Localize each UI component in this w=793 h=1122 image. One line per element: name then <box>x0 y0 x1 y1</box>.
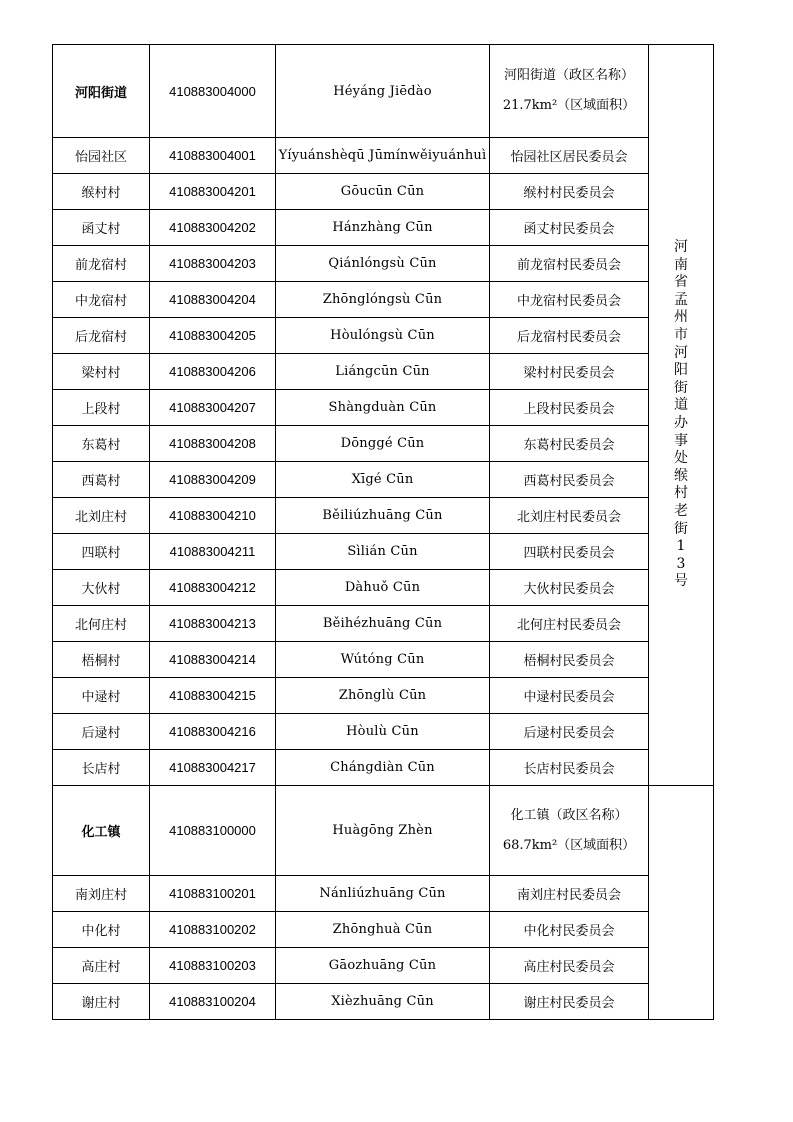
village-name: 高庄村 <box>53 948 150 984</box>
village-pinyin: Hòulóngsù Cūn <box>276 318 490 354</box>
table-row <box>53 246 714 282</box>
division-type-label: 化工镇（政区名称） <box>510 807 628 823</box>
village-pinyin: Xīgé Cūn <box>276 462 490 498</box>
village-code: 410883100202 <box>150 912 276 948</box>
table-row <box>53 534 714 570</box>
division-area-label: 68.7km²（区域面积） <box>502 837 636 853</box>
table-row <box>53 750 714 786</box>
table-row <box>53 984 714 1020</box>
village-code: 410883004214 <box>150 642 276 678</box>
division-name: 化工镇 <box>53 786 150 876</box>
village-code: 410883004208 <box>150 426 276 462</box>
village-committee: 后逯村民委员会 <box>490 714 649 750</box>
village-pinyin: Yíyuánshèqū Jūmínwěiyuánhuì <box>276 138 490 174</box>
village-code: 410883100204 <box>150 984 276 1020</box>
village-pinyin: Sìlián Cūn <box>276 534 490 570</box>
table-row <box>53 678 714 714</box>
village-pinyin: Shàngduàn Cūn <box>276 390 490 426</box>
village-committee: 北刘庄村民委员会 <box>490 498 649 534</box>
village-committee: 谢庄村民委员会 <box>490 984 649 1020</box>
division-header-row <box>53 786 714 876</box>
village-pinyin: Zhōnglù Cūn <box>276 678 490 714</box>
village-committee: 中龙宿村民委员会 <box>490 282 649 318</box>
table-row <box>53 426 714 462</box>
village-name: 梧桐村 <box>53 642 150 678</box>
village-committee: 上段村民委员会 <box>490 390 649 426</box>
village-name: 谢庄村 <box>53 984 150 1020</box>
village-pinyin: Liángcūn Cūn <box>276 354 490 390</box>
village-committee: 梁村村民委员会 <box>490 354 649 390</box>
village-code: 410883004217 <box>150 750 276 786</box>
village-name: 南刘庄村 <box>53 876 150 912</box>
division-header-row <box>53 45 714 138</box>
division-pinyin: Héyáng Jiēdào <box>276 45 490 138</box>
division-area-label: 21.7km²（区域面积） <box>502 98 636 113</box>
village-name: 前龙宿村 <box>53 246 150 282</box>
village-name: 北何庄村 <box>53 606 150 642</box>
village-pinyin: Dōnggé Cūn <box>276 426 490 462</box>
table-row <box>53 948 714 984</box>
village-pinyin: Hánzhàng Cūn <box>276 210 490 246</box>
village-name: 后逯村 <box>53 714 150 750</box>
division-address-cell <box>649 45 714 786</box>
village-name: 函丈村 <box>53 210 150 246</box>
division-code: 410883004000 <box>150 45 276 138</box>
village-name: 后龙宿村 <box>53 318 150 354</box>
village-committee: 南刘庄村民委员会 <box>490 876 649 912</box>
village-committee: 梧桐村民委员会 <box>490 642 649 678</box>
village-pinyin: Qiánlóngsù Cūn <box>276 246 490 282</box>
village-pinyin: Dàhuǒ Cūn <box>276 570 490 606</box>
village-pinyin: Zhōnghuà Cūn <box>276 912 490 948</box>
table-row <box>53 318 714 354</box>
village-code: 410883004210 <box>150 498 276 534</box>
village-pinyin: Hòulù Cūn <box>276 714 490 750</box>
village-committee: 西葛村民委员会 <box>490 462 649 498</box>
table-row <box>53 174 714 210</box>
village-code: 410883100201 <box>150 876 276 912</box>
village-name: 中龙宿村 <box>53 282 150 318</box>
table-row <box>53 498 714 534</box>
village-pinyin: Gāozhuāng Cūn <box>276 948 490 984</box>
table-row <box>53 138 714 174</box>
village-code: 410883004204 <box>150 282 276 318</box>
village-committee: 缑村村民委员会 <box>490 174 649 210</box>
village-code: 410883100203 <box>150 948 276 984</box>
village-committee: 长店村民委员会 <box>490 750 649 786</box>
village-committee: 中逯村民委员会 <box>490 678 649 714</box>
admin-division-sheet <box>52 44 714 1020</box>
village-code: 410883004001 <box>150 138 276 174</box>
village-code: 410883004213 <box>150 606 276 642</box>
village-committee: 后龙宿村民委员会 <box>490 318 649 354</box>
table-row <box>53 714 714 750</box>
village-code: 410883004201 <box>150 174 276 210</box>
division-description <box>490 786 649 876</box>
village-name: 东葛村 <box>53 426 150 462</box>
table-row <box>53 210 714 246</box>
table-row <box>53 912 714 948</box>
table-row <box>53 876 714 912</box>
village-pinyin: Gōucūn Cūn <box>276 174 490 210</box>
village-pinyin: Chángdiàn Cūn <box>276 750 490 786</box>
village-committee: 前龙宿村民委员会 <box>490 246 649 282</box>
village-name: 中逯村 <box>53 678 150 714</box>
division-address: 河南省孟州市河阳街道办事处缑村老街13号 <box>674 239 688 590</box>
table-row <box>53 570 714 606</box>
village-name: 北刘庄村 <box>53 498 150 534</box>
village-code: 410883004202 <box>150 210 276 246</box>
village-name: 中化村 <box>53 912 150 948</box>
village-pinyin: Běiliúzhuāng Cūn <box>276 498 490 534</box>
admin-division-table <box>52 44 714 1020</box>
division-address-cell <box>649 786 714 1020</box>
village-code: 410883004209 <box>150 462 276 498</box>
village-code: 410883004206 <box>150 354 276 390</box>
table-row <box>53 642 714 678</box>
village-committee: 函丈村民委员会 <box>490 210 649 246</box>
village-name: 上段村 <box>53 390 150 426</box>
village-pinyin: Běihézhuāng Cūn <box>276 606 490 642</box>
division-code: 410883100000 <box>150 786 276 876</box>
village-code: 410883004212 <box>150 570 276 606</box>
village-pinyin: Xièzhuāng Cūn <box>276 984 490 1020</box>
village-code: 410883004216 <box>150 714 276 750</box>
village-name: 大伙村 <box>53 570 150 606</box>
village-committee: 大伙村民委员会 <box>490 570 649 606</box>
village-committee: 怡园社区居民委员会 <box>490 138 649 174</box>
village-pinyin: Zhōnglóngsù Cūn <box>276 282 490 318</box>
village-code: 410883004215 <box>150 678 276 714</box>
village-code: 410883004207 <box>150 390 276 426</box>
village-name: 长店村 <box>53 750 150 786</box>
village-committee: 东葛村民委员会 <box>490 426 649 462</box>
village-name: 缑村村 <box>53 174 150 210</box>
village-pinyin: Wútóng Cūn <box>276 642 490 678</box>
village-committee: 北何庄村民委员会 <box>490 606 649 642</box>
village-name: 西葛村 <box>53 462 150 498</box>
village-pinyin: Nánliúzhuāng Cūn <box>276 876 490 912</box>
table-row <box>53 462 714 498</box>
village-committee: 中化村民委员会 <box>490 912 649 948</box>
table-row <box>53 282 714 318</box>
village-committee: 四联村民委员会 <box>490 534 649 570</box>
village-code: 410883004203 <box>150 246 276 282</box>
table-row <box>53 354 714 390</box>
table-row <box>53 606 714 642</box>
division-pinyin: Huàgōng Zhèn <box>276 786 490 876</box>
division-type-label: 河阳街道（政区名称） <box>503 68 634 83</box>
village-name: 四联村 <box>53 534 150 570</box>
village-code: 410883004205 <box>150 318 276 354</box>
village-name: 梁村村 <box>53 354 150 390</box>
division-name: 河阳街道 <box>53 45 150 138</box>
village-committee: 高庄村民委员会 <box>490 948 649 984</box>
table-row <box>53 390 714 426</box>
division-description <box>490 45 649 138</box>
village-code: 410883004211 <box>150 534 276 570</box>
village-name: 怡园社区 <box>53 138 150 174</box>
